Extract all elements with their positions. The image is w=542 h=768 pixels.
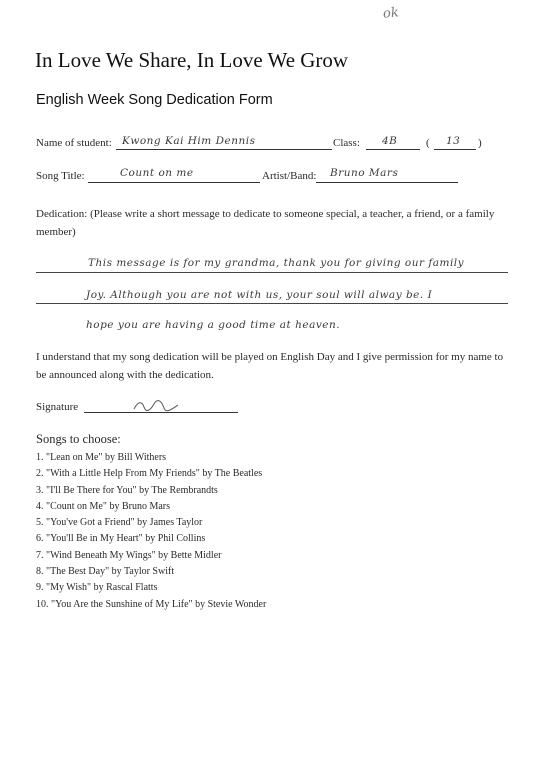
permission-statement: I understand that my song dedication will be played on English Day and I give permission for my name to be announced along with the dedication. bbox=[36, 351, 504, 381]
song-option: 5. "You've Got a Friend" by James Taylor bbox=[36, 517, 203, 529]
song-option: 10. "You Are the Sunshine of My Life" by Stevie Wonder bbox=[36, 598, 267, 610]
signature-scribble bbox=[132, 399, 182, 413]
dedication-text-1: This message is for my grandma, thank you for giving our family bbox=[88, 257, 465, 269]
dedication-line-2[interactable] bbox=[36, 303, 508, 304]
dedication-label: Dedication: (Please write a short message to dedicate to someone special, a teacher, a friend, or a family member) bbox=[36, 208, 495, 238]
form-subtitle: English Week Song Dedication Form bbox=[36, 92, 273, 108]
song-option: 4. "Count on Me" by Bruno Mars bbox=[36, 500, 170, 512]
number-field-line[interactable] bbox=[434, 149, 476, 150]
songs-list bbox=[36, 450, 266, 613]
name-label: Name of student: bbox=[36, 137, 112, 149]
song-option: 7. "Wind Beneath My Wings" by Bette Midler bbox=[36, 549, 222, 561]
artist-field-line[interactable] bbox=[316, 182, 458, 183]
songs-heading: Songs to choose: bbox=[36, 432, 121, 446]
name-field-value: Kwong Kai Him Dennis bbox=[122, 135, 256, 147]
corner-checkmark: ok bbox=[382, 5, 400, 22]
page-title: In Love We Share, In Love We Grow bbox=[35, 48, 349, 72]
artist-label: Artist/Band: bbox=[262, 170, 317, 182]
class-label: Class: bbox=[333, 137, 360, 149]
artist-field-value: Bruno Mars bbox=[330, 167, 399, 179]
song-title-field-line[interactable] bbox=[88, 182, 260, 183]
song-option: 2. "With a Little Help From My Friends" by The Beatles bbox=[36, 468, 263, 480]
number-field-value: 13 bbox=[446, 135, 461, 147]
song-option: 6. "You'll Be in My Heart" by Phil Collins bbox=[36, 533, 206, 545]
song-title-label: Song Title: bbox=[36, 170, 85, 182]
song-option: 3. "I'll Be There for You" by The Rembrandts bbox=[36, 484, 218, 496]
class-paren-open: ( bbox=[426, 137, 430, 149]
song-title-field-value: Count on me bbox=[120, 167, 194, 179]
song-option: 9. "My Wish" by Rascal Flatts bbox=[36, 582, 158, 594]
name-field-line[interactable] bbox=[116, 149, 332, 150]
song-option: 8. "The Best Day" by Taylor Swift bbox=[36, 566, 175, 578]
dedication-line-1[interactable] bbox=[36, 272, 508, 273]
class-field-line[interactable] bbox=[366, 149, 420, 150]
dedication-text-3: hope you are having a good time at heaven. bbox=[86, 319, 341, 331]
dedication-text-2: Joy. Although you are not with us, your soul will alway be. I bbox=[86, 289, 433, 301]
song-option: 1. "Lean on Me" by Bill Withers bbox=[36, 452, 167, 463]
class-paren-close: ) bbox=[478, 137, 482, 149]
signature-label: Signature bbox=[36, 401, 79, 413]
class-field-value: 4B bbox=[382, 135, 398, 147]
